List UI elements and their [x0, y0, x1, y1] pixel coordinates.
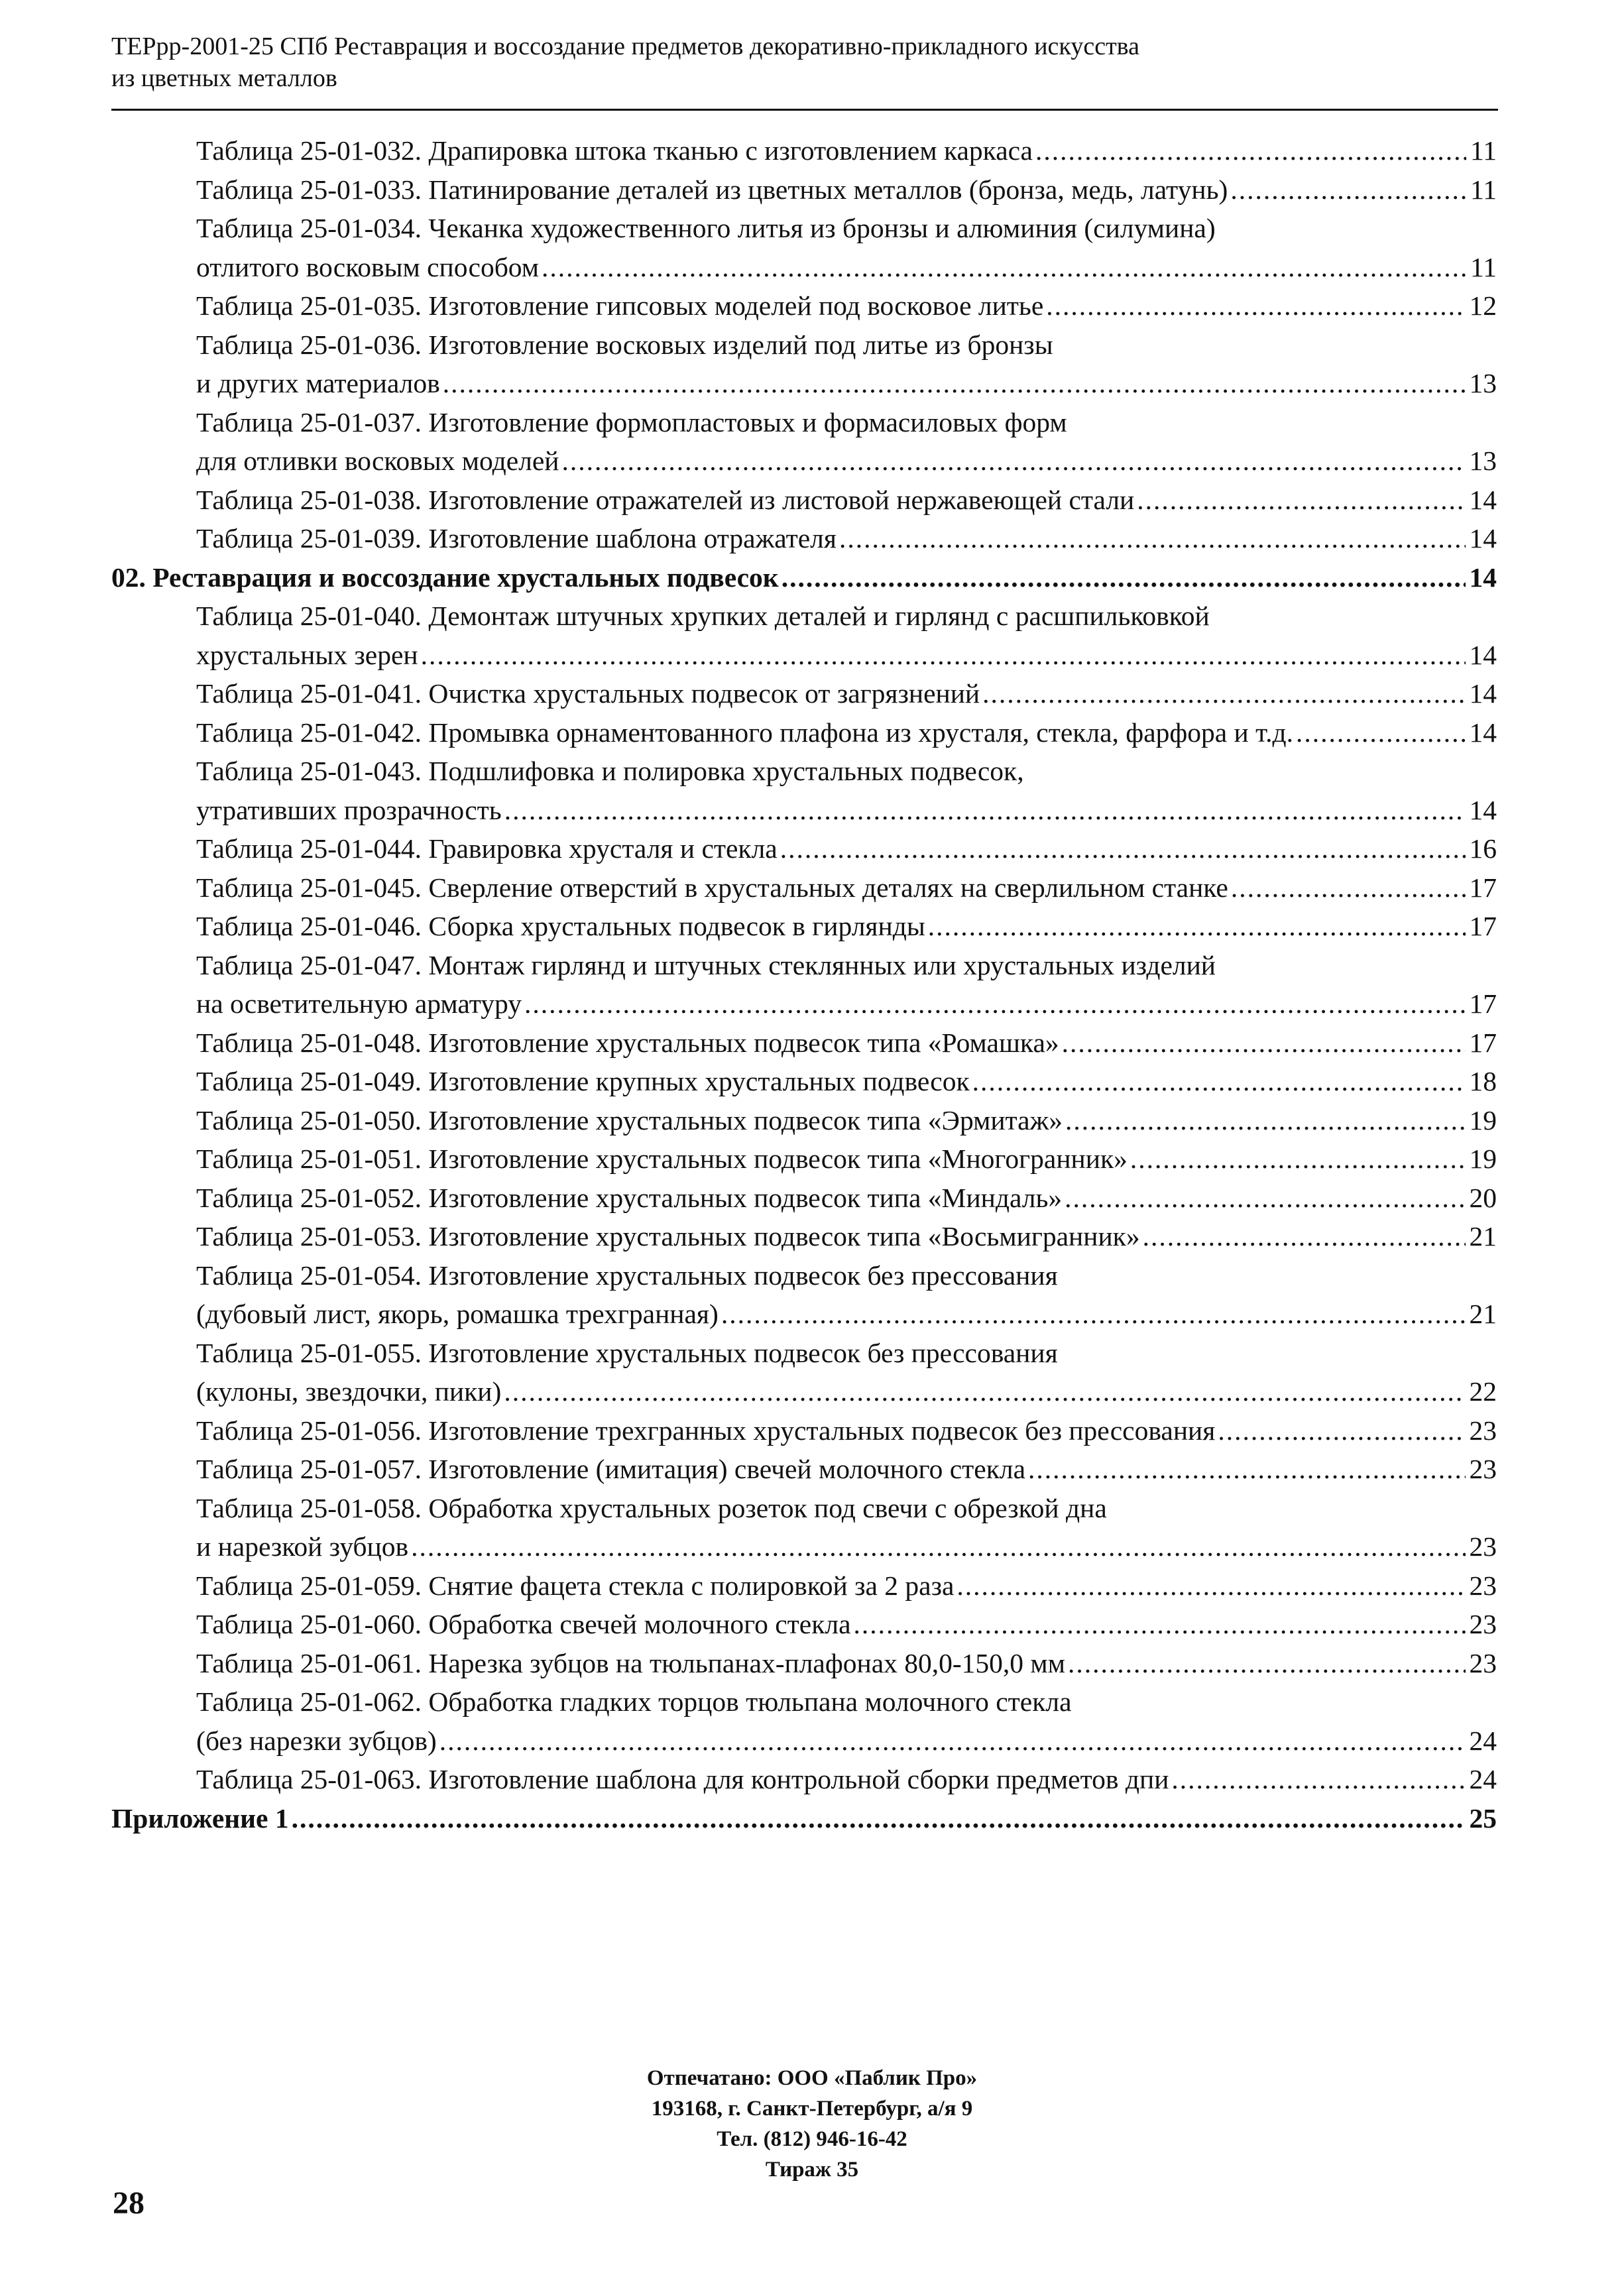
toc-entry-title: и других материалов	[196, 368, 440, 398]
toc-entry-title: Приложение 1	[111, 1802, 289, 1834]
toc-page-number: 23	[1469, 1570, 1497, 1601]
dot-leader	[504, 1372, 1465, 1411]
toc-entry-title: Таблица 25-01-033. Патинирование деталей из цветных металлов (бронза, медь, латунь)	[196, 174, 1228, 205]
toc-entry-title-line: Таблица 25-01-062. Обработка гладких торцов тюльпана молочного стекла	[196, 1686, 1072, 1717]
toc-table-entry	[111, 1023, 1497, 1063]
dot-leader	[854, 1605, 1466, 1644]
toc-entry-row	[196, 519, 1497, 558]
toc-page-number: 17	[1469, 911, 1497, 941]
dot-leader	[443, 364, 1466, 403]
toc-table-entry	[111, 713, 1497, 752]
toc-entry-row	[196, 674, 1497, 713]
toc-table-entry	[111, 286, 1497, 325]
toc-table-entry	[111, 829, 1497, 868]
toc-entry-row	[196, 1372, 1497, 1411]
toc-page-number: 21	[1469, 1299, 1497, 1329]
toc-entry-title: хрустальных зерен	[196, 639, 418, 670]
toc-table-entry	[111, 481, 1497, 520]
toc-entry-title: Таблица 25-01-050. Изготовление хрустальных подвесок типа «Эрмитаж»	[196, 1104, 1063, 1136]
toc-table-entry	[111, 1140, 1497, 1179]
toc-entry-title: Таблица 25-01-035. Изготовление гипсовых моделей под восковое литье	[196, 290, 1044, 321]
toc-page-number: 13	[1469, 445, 1497, 476]
dot-leader	[982, 674, 1465, 713]
imprint-line-1: Отпечатано: ООО «Паблик Про»	[646, 2066, 978, 2090]
toc-entry-title: Таблица 25-01-063. Изготовление шаблона для контрольной сборки предметов дпи	[196, 1764, 1169, 1794]
toc-entry-title: для отливки восковых моделей	[196, 445, 559, 476]
toc-entry-row	[196, 131, 1497, 170]
dot-leader	[972, 1062, 1466, 1101]
toc-entry-title-line: Таблица 25-01-037. Изготовление формопластовых и формасиловых форм	[196, 406, 1067, 438]
toc-entry-title: (дубовый лист, якорь, ромашка трехгранная)	[196, 1299, 719, 1329]
toc-page-number: 23	[1469, 1609, 1497, 1639]
toc-table-entry	[111, 907, 1497, 946]
toc-entry-title: отлитого восковым способом	[196, 251, 540, 282]
toc-page-number: 24	[1469, 1764, 1497, 1794]
header-line-1: ТЕРрр-2001-25 СПб Реставрация и воссоздание предметов декоративно-прикладного искусства	[111, 32, 1139, 60]
dot-leader	[1065, 1179, 1465, 1218]
header-divider	[111, 109, 1498, 111]
toc-entry-title: Таблица 25-01-046. Сборка хрустальных подвесок в гирлянды	[196, 911, 925, 941]
toc-page-number: 14	[1469, 561, 1497, 593]
toc-page-number: 14	[1469, 484, 1497, 515]
toc-page-number: 12	[1469, 290, 1497, 321]
dot-leader	[561, 441, 1465, 481]
toc-page-number: 11	[1470, 174, 1497, 205]
imprint-line-2: 193168, г. Санкт-Петербург, а/я 9	[651, 2097, 973, 2121]
toc-entry-title: Таблица 25-01-032. Драпировка штока тканью с изготовлением каркаса	[196, 135, 1033, 166]
printer-imprint	[0, 2063, 1624, 2185]
toc-entry-row	[196, 286, 1497, 325]
page-number: 28	[113, 2186, 145, 2221]
toc-entry-row	[196, 636, 1497, 675]
toc-entry-title-line: Таблица 25-01-040. Демонтаж штучных хрупких деталей и гирлянд с расшпильковкой	[196, 601, 1210, 631]
dot-leader	[524, 984, 1465, 1023]
toc-entry-row	[196, 791, 1497, 830]
toc-entry-row	[196, 907, 1497, 946]
toc-entry-row	[196, 1605, 1497, 1644]
toc-entry-title: Таблица 25-01-057. Изготовление (имитация) свечей молочного стекла	[196, 1454, 1026, 1484]
toc-entry-row	[111, 558, 1497, 597]
toc-page-number: 23	[1469, 1415, 1497, 1446]
toc-entry-title: Таблица 25-01-052. Изготовление хрустальных подвесок типа «Миндаль»	[196, 1182, 1063, 1213]
toc-entry-title: 02. Реставрация и воссоздание хрустальных подвесок	[111, 561, 779, 593]
toc-entry-title-line: Таблица 25-01-055. Изготовление хрустальных подвесок без прессования	[196, 1337, 1058, 1368]
toc-entry-title: Таблица 25-01-049. Изготовление крупных хрустальных подвесок	[196, 1066, 970, 1096]
toc-entry-title: (кулоны, звездочки, пики)	[196, 1376, 502, 1407]
toc-entry-row	[196, 1760, 1497, 1799]
toc-page-number: 11	[1470, 251, 1497, 282]
toc-table-entry	[111, 325, 1497, 403]
dot-leader	[1035, 131, 1466, 170]
toc-table-entry	[111, 1256, 1497, 1334]
dot-leader	[1068, 1644, 1466, 1683]
dot-leader	[839, 519, 1466, 558]
toc-table-entry	[111, 519, 1497, 558]
toc-entry-title: утративших прозрачность	[196, 794, 502, 825]
toc-entry-row	[196, 1062, 1497, 1101]
toc-page-number: 23	[1469, 1647, 1497, 1678]
toc-entry-title-line: Таблица 25-01-034. Чеканка художественного литья из бронзы и алюминия (силумина)	[196, 213, 1216, 243]
toc-entry-row	[196, 1101, 1497, 1140]
dot-leader	[542, 248, 1466, 287]
toc-page-number: 11	[1470, 135, 1497, 166]
toc-table-entry	[111, 1644, 1497, 1683]
toc-page-number: 18	[1469, 1066, 1497, 1096]
toc-entry-row	[196, 984, 1497, 1023]
toc-page-number: 22	[1469, 1376, 1497, 1407]
toc-table-entry	[111, 1217, 1497, 1256]
toc-entry-title-line: Таблица 25-01-047. Монтаж гирлянд и штучных стеклянных или хрустальных изделий	[196, 949, 1216, 980]
dot-leader	[928, 907, 1466, 946]
toc-page-number: 14	[1469, 523, 1497, 554]
toc-table-entry	[111, 1101, 1497, 1140]
toc-table-entry	[111, 1179, 1497, 1218]
toc-entry-row	[196, 1411, 1497, 1450]
toc-entry-title: Таблица 25-01-038. Изготовление отражателей из листовой нержавеющей стали	[196, 484, 1135, 515]
toc-table-entry	[111, 597, 1497, 674]
toc-entry-row	[196, 1023, 1497, 1063]
toc-table-entry	[111, 131, 1497, 170]
toc-entry-row	[196, 1450, 1497, 1489]
toc-table-entry	[111, 1334, 1497, 1411]
dot-leader	[1028, 1450, 1465, 1489]
toc-entry-row	[196, 868, 1497, 907]
toc-entry-row	[196, 364, 1497, 403]
toc-table-entry	[111, 170, 1497, 209]
toc-page-number: 16	[1469, 833, 1497, 864]
dot-leader	[439, 1722, 1466, 1761]
table-of-contents	[111, 131, 1497, 1838]
dot-leader	[1137, 481, 1465, 520]
toc-table-entry	[111, 1489, 1497, 1566]
dot-leader	[1065, 1101, 1465, 1140]
toc-entry-row	[196, 441, 1497, 481]
toc-page-number: 13	[1469, 368, 1497, 398]
toc-entry-title-line: Таблица 25-01-036. Изготовление восковых изделий под литье из бронзы	[196, 329, 1053, 360]
toc-entry-title: Таблица 25-01-041. Очистка хрустальных подвесок от загрязнений	[196, 678, 980, 709]
toc-entry-title: Таблица 25-01-051. Изготовление хрустальных подвесок типа «Многогранник»	[196, 1143, 1128, 1174]
toc-entry-title: на осветительную арматуру	[196, 988, 522, 1019]
toc-page-number: 23	[1469, 1454, 1497, 1484]
imprint-line-3: Тел. (812) 946-16-42	[717, 2127, 907, 2151]
toc-entry-row	[196, 1140, 1497, 1179]
toc-section-entry	[111, 1799, 1497, 1838]
toc-entry-row	[196, 1722, 1497, 1761]
dot-leader	[1130, 1140, 1466, 1179]
toc-entry-title: Таблица 25-01-048. Изготовление хрустальных подвесок типа «Ромашка»	[196, 1027, 1059, 1058]
dot-leader	[1143, 1217, 1466, 1256]
toc-table-entry	[111, 1566, 1497, 1606]
toc-entry-title: Таблица 25-01-042. Промывка орнаментованного плафона из хрусталя, стекла, фарфора и т.д.	[196, 717, 1294, 748]
running-header	[111, 30, 1498, 94]
toc-entry-title: Таблица 25-01-044. Гравировка хрусталя и стекла	[196, 833, 778, 864]
toc-entry-title: Таблица 25-01-059. Снятие фацета стекла с полировкой за 2 раза	[196, 1570, 955, 1601]
toc-table-entry	[111, 403, 1497, 481]
toc-entry-row	[196, 829, 1497, 868]
toc-page-number: 20	[1469, 1182, 1497, 1213]
toc-entry-title-line: Таблица 25-01-054. Изготовление хрустальных подвесок без прессования	[196, 1259, 1058, 1291]
dot-leader	[421, 636, 1466, 675]
toc-entry-title: и нарезкой зубцов	[196, 1531, 409, 1562]
toc-page-number: 14	[1469, 678, 1497, 709]
dot-leader	[721, 1295, 1466, 1334]
toc-entry-row	[196, 1179, 1497, 1218]
dot-leader	[1296, 713, 1465, 752]
dot-leader	[1231, 868, 1466, 907]
toc-table-entry	[111, 1450, 1497, 1489]
imprint-line-4: Тираж 35	[765, 2158, 859, 2182]
toc-entry-row	[111, 1799, 1497, 1838]
toc-entry-title-line: Таблица 25-01-043. Подшлифовка и полировка хрустальных подвесок,	[196, 756, 1024, 786]
toc-table-entry	[111, 752, 1497, 829]
toc-page-number: 24	[1469, 1725, 1497, 1756]
toc-table-entry	[111, 674, 1497, 713]
toc-entry-title: Таблица 25-01-039. Изготовление шаблона отражателя	[196, 523, 837, 554]
toc-table-entry	[111, 946, 1497, 1023]
toc-entry-row	[196, 248, 1497, 287]
toc-table-entry	[111, 1411, 1497, 1450]
dot-leader	[1218, 1411, 1465, 1450]
toc-page-number: 23	[1469, 1531, 1497, 1562]
toc-entry-row	[196, 1566, 1497, 1606]
toc-table-entry	[111, 1760, 1497, 1799]
toc-table-entry	[111, 868, 1497, 907]
toc-page-number: 25	[1469, 1802, 1497, 1834]
toc-entry-title: Таблица 25-01-045. Сверление отверстий в хрустальных деталях на сверлильном станке	[196, 872, 1228, 903]
dot-leader	[780, 829, 1466, 868]
dot-leader	[957, 1566, 1465, 1606]
toc-entry-row	[196, 1217, 1497, 1256]
toc-page-number: 14	[1469, 717, 1497, 748]
toc-table-entry	[111, 209, 1497, 286]
toc-entry-row	[196, 1644, 1497, 1683]
toc-page-number: 19	[1469, 1143, 1497, 1174]
toc-page-number: 19	[1469, 1104, 1497, 1136]
dot-leader	[411, 1527, 1465, 1566]
toc-entry-row	[196, 1295, 1497, 1334]
toc-page-number: 17	[1469, 1027, 1497, 1058]
toc-entry-row	[196, 170, 1497, 209]
toc-table-entry	[111, 1062, 1497, 1101]
toc-page-number: 14	[1469, 794, 1497, 825]
dot-leader	[504, 791, 1466, 830]
toc-table-entry	[111, 1605, 1497, 1644]
toc-entry-title: Таблица 25-01-056. Изготовление трехгранных хрустальных подвесок без прессования	[196, 1415, 1216, 1446]
toc-entry-title: Таблица 25-01-061. Нарезка зубцов на тюльпанах-плафонах 80,0-150,0 мм	[196, 1647, 1065, 1678]
toc-table-entry	[111, 1682, 1497, 1760]
header-line-2: из цветных металлов	[111, 64, 337, 92]
toc-page-number: 17	[1469, 872, 1497, 903]
dot-leader	[292, 1799, 1466, 1838]
dot-leader	[1171, 1760, 1465, 1799]
toc-entry-row	[196, 1527, 1497, 1566]
toc-section-entry	[111, 558, 1497, 597]
dot-leader	[1046, 286, 1465, 325]
toc-entry-title: (без нарезки зубцов)	[196, 1725, 437, 1756]
toc-page-number: 14	[1469, 639, 1497, 670]
toc-entry-title: Таблица 25-01-053. Изготовление хрустальных подвесок типа «Восьмигранник»	[196, 1221, 1140, 1252]
toc-entry-title: Таблица 25-01-060. Обработка свечей молочного стекла	[196, 1609, 851, 1639]
toc-page-number: 21	[1469, 1221, 1497, 1252]
dot-leader	[1062, 1023, 1466, 1063]
toc-entry-row	[196, 481, 1497, 520]
toc-page-number: 17	[1469, 988, 1497, 1019]
toc-entry-title-line: Таблица 25-01-058. Обработка хрустальных розеток под свечи с обрезкой дна	[196, 1492, 1107, 1523]
dot-leader	[1230, 170, 1466, 209]
toc-entry-row	[196, 713, 1497, 752]
dot-leader	[782, 558, 1466, 597]
